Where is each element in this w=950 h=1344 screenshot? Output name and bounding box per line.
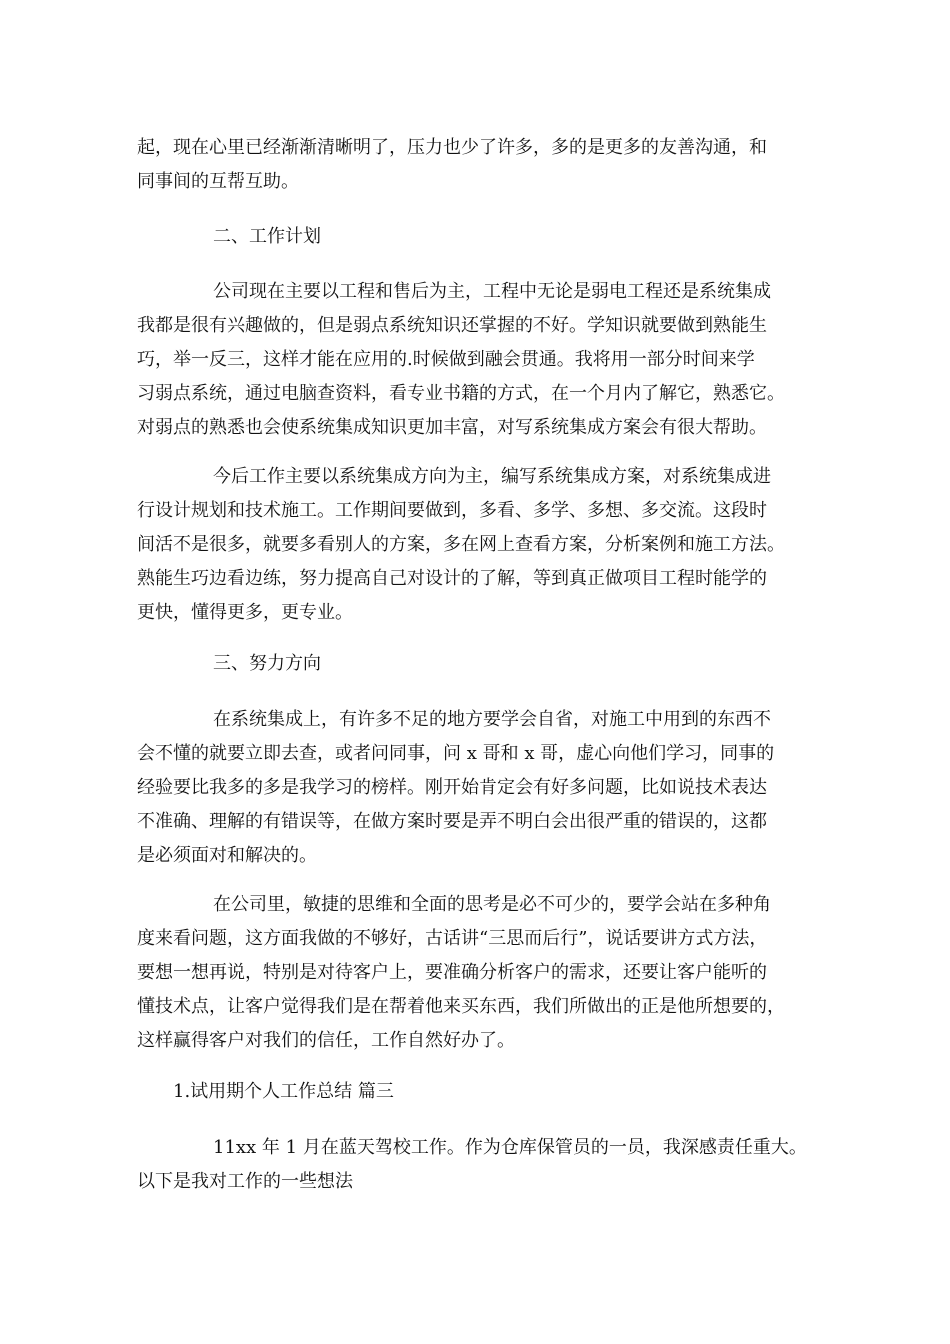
paragraph-section-three <box>137 1131 827 1199</box>
text-line: 懂技术点，让客户觉得我们是在帮着他来买东西，我们所做出的正是他所想要的， <box>137 996 785 1017</box>
text-line: 公司现在主要以工程和售后为主，工程中无论是弱电工程还是系统集成 <box>213 281 771 302</box>
text-line: 这样赢得客户对我们的信任，工作自然好办了。 <box>137 1030 515 1051</box>
paragraph-direction-1 <box>137 703 827 873</box>
text-line: 不准确、理解的有错误等，在做方案时要是弄不明白会出很严重的错误的，这都 <box>137 811 767 832</box>
heading-text: 三、努力方向 <box>213 653 321 674</box>
text-line: 11xx 年 1 月在蓝天驾校工作。作为仓库保管员的一员，我深感责任重大。 <box>213 1137 807 1158</box>
text-line: 我都是很有兴趣做的，但是弱点系统知识还掌握的不好。学知识就要做到熟能生 <box>137 315 767 336</box>
paragraph-work-plan-2 <box>137 460 827 630</box>
text-line: 要想一想再说，特别是对待客户上，要准确分析客户的需求，还要让客户能听的 <box>137 962 767 983</box>
text-line: 在公司里，敏捷的思维和全面的思考是必不可少的，要学会站在多种角 <box>213 894 771 915</box>
numbered-heading <box>137 1075 827 1109</box>
text-line: 间活不是很多，就要多看别人的方案，多在网上查看方案，分析案例和施工方法。 <box>137 534 785 555</box>
paragraph-work-plan-1 <box>137 275 827 445</box>
text-line: 在系统集成上，有许多不足的地方要学会自省，对施工中用到的东西不 <box>213 709 771 730</box>
text-line: 是必须面对和解决的。 <box>137 845 317 866</box>
text-line: 熟能生巧边看边练，努力提高自己对设计的了解，等到真正做项目工程时能学的 <box>137 568 767 589</box>
text-line: 以下是我对工作的一些想法 <box>137 1171 353 1192</box>
section-heading-work-plan <box>137 220 827 254</box>
text-line: 经验要比我多的多是我学习的榜样。刚开始肯定会有好多问题，比如说技术表达 <box>137 777 767 798</box>
paragraph-continuation <box>137 131 827 199</box>
text-line: 同事间的互帮互助。 <box>137 171 299 192</box>
text-line: 度来看问题，这方面我做的不够好，古话讲“三思而后行”，说话要讲方式方法， <box>137 928 768 949</box>
text-line: 更快，懂得更多，更专业。 <box>137 602 353 623</box>
text-line: 巧，举一反三，这样才能在应用的.时候做到融会贯通。我将用一部分时间来学 <box>137 349 755 370</box>
text-line: 习弱点系统，通过电脑查资料，看专业书籍的方式，在一个月内了解它，熟悉它。 <box>137 383 785 404</box>
text-line: 今后工作主要以系统集成方向为主，编写系统集成方案，对系统集成进 <box>213 466 771 487</box>
text-line: 起，现在心里已经渐渐清晰明了，压力也少了许多，多的是更多的友善沟通，和 <box>137 137 767 158</box>
heading-text: 1.试用期个人工作总结 篇三 <box>173 1081 394 1102</box>
section-heading-direction <box>137 647 827 681</box>
text-line: 对弱点的熟悉也会使系统集成知识更加丰富，对写系统集成方案会有很大帮助。 <box>137 417 767 438</box>
text-line: 行设计规划和技术施工。工作期间要做到，多看、多学、多想、多交流。这段时 <box>137 500 767 521</box>
text-line: 会不懂的就要立即去查，或者问同事，问 x 哥和 x 哥，虚心向他们学习，同事的 <box>137 743 775 764</box>
heading-text: 二、工作计划 <box>213 226 321 247</box>
paragraph-direction-2 <box>137 888 827 1058</box>
